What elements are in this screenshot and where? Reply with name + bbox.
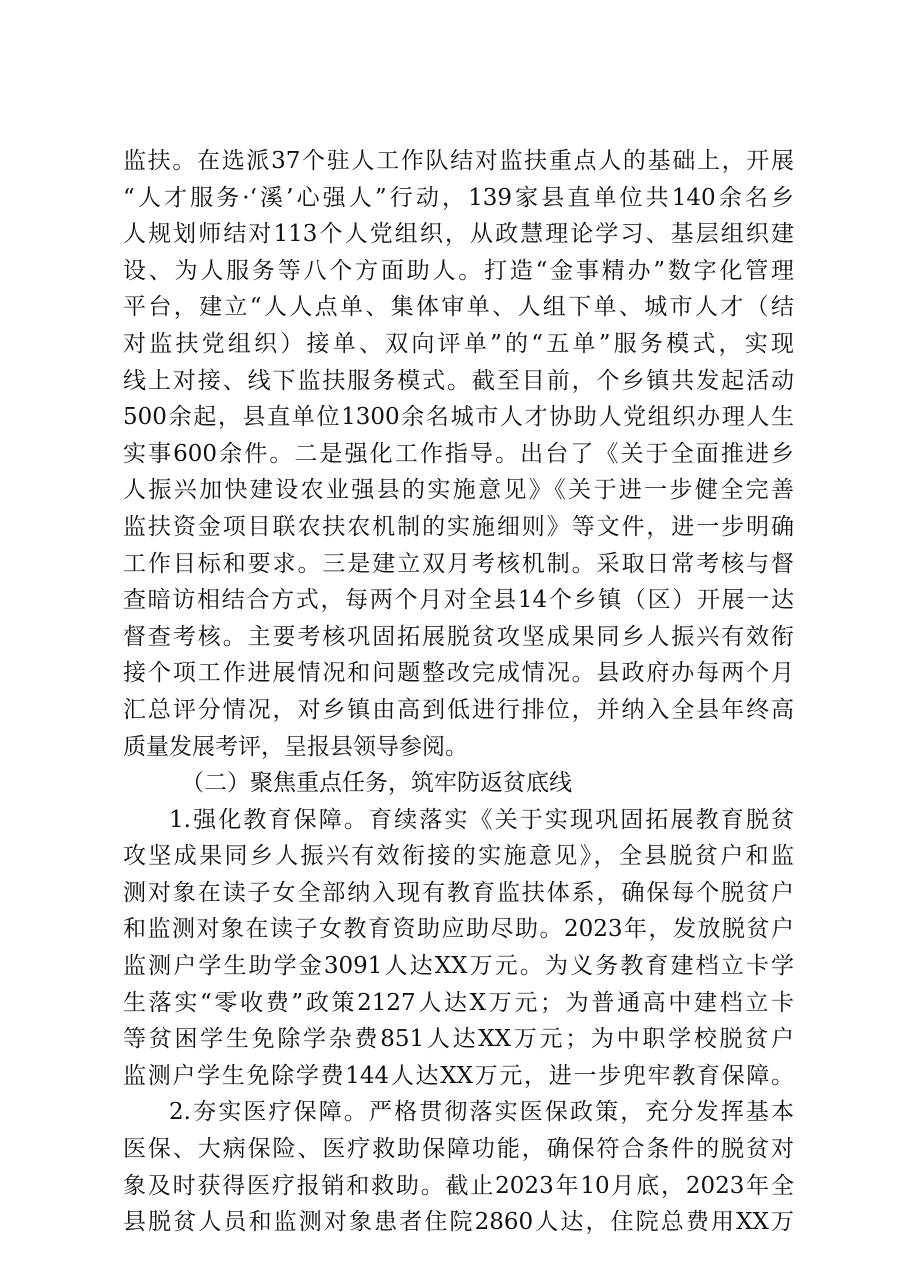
- text-line: 监测户学生助学金3091人达XX万元。为义务教育建档立卡学: [123, 953, 794, 980]
- text-line: 实事600余件。二是强化工作指导。出台了《关于全面推进乡: [123, 440, 794, 467]
- text-line: 和监测对象在读子女教育资助应助尽助。2023年，发放脱贫户: [123, 916, 794, 943]
- text-line: 工作目标和要求。三是建立双月考核机制。采取日常考核与督: [123, 550, 794, 577]
- text-line: 县脱贫人员和监测对象患者住院2860人达，住院总费用XX万: [123, 1209, 794, 1236]
- text-line: 1.强化教育保障。育续落实《关于实现巩固拓展教育脱贫: [169, 806, 794, 833]
- text-line: 汇总评分情况，对乡镇由高到低进行排位，并纳入全县年终高: [123, 696, 794, 723]
- text-line: 攻坚成果同乡人振兴有效衔接的实施意见》，全县脱贫户和监: [123, 843, 794, 870]
- text-line: 人规划师结对113个人党组织，从政慧理论学习、基层组织建: [123, 221, 794, 248]
- text-line: 平台，建立“人人点单、集体审单、人组下单、城市人才（结: [123, 294, 794, 321]
- text-line: 生落实“零收费”政策2127人达X万元；为普通高中建档立卡: [123, 989, 794, 1016]
- text-line: 设、为人服务等八个方面助人。打造“金事精办”数字化管理: [123, 257, 794, 284]
- section-heading: （二）聚焦重点任务，筑牢防返贫底线: [181, 770, 572, 797]
- text-line: 查暗访相结合方式，每两个月对全县14个乡镇（区）开展一达: [123, 587, 794, 614]
- text-line: 监测户学生免除学费144人达XX万元，进一步兜牢教育保障。: [123, 1062, 794, 1089]
- text-line: 500余起，县直单位1300余名城市人才协助人党组织办理人生: [123, 404, 794, 431]
- text-line: 人振兴加快建设农业强县的实施意见》《关于进一步健全完善: [123, 477, 794, 504]
- text-line: 接个项工作进展情况和问题整改完成情况。县政府办每两个月: [123, 660, 794, 687]
- text-line: 医保、大病保险、医疗救助保障功能，确保符合条件的脱贫对: [123, 1136, 794, 1163]
- text-line: “人才服务·‘溪’心强人”行动，139家县直单位共140余名乡: [123, 184, 794, 211]
- text-line: 监扶。在选派37个驻人工作队结对监扶重点人的基础上，开展: [123, 148, 794, 174]
- text-line: 监扶资金项目联农扶农机制的实施细则》等文件，进一步明确: [123, 513, 794, 540]
- text-line: 测对象在读子女全部纳入现有教育监扶体系，确保每个脱贫户: [123, 879, 794, 906]
- text-line: 线上对接、线下监扶服务模式。截至目前，个乡镇共发起活动: [123, 367, 794, 394]
- text-line: 2.夯实医疗保障。严格贯彻落实医保政策，充分发挥基本: [169, 1099, 794, 1126]
- text-line: 对监扶党组织）接单、双向评单”的“五单”服务模式，实现: [123, 330, 794, 357]
- text-line: 质量发展考评，呈报县领导参阅。: [123, 733, 468, 760]
- text-line: 象及时获得医疗报销和救助。截止2023年10月底，2023年全: [123, 1172, 794, 1199]
- text-line: 等贫困学生免除学杂费851人达XX万元；为中职学校脱贫户: [123, 1026, 794, 1053]
- text-line: 督查考核。主要考核巩固拓展脱贫攻坚成果同乡人振兴有效衔: [123, 623, 794, 650]
- document-body: [123, 143, 794, 1241]
